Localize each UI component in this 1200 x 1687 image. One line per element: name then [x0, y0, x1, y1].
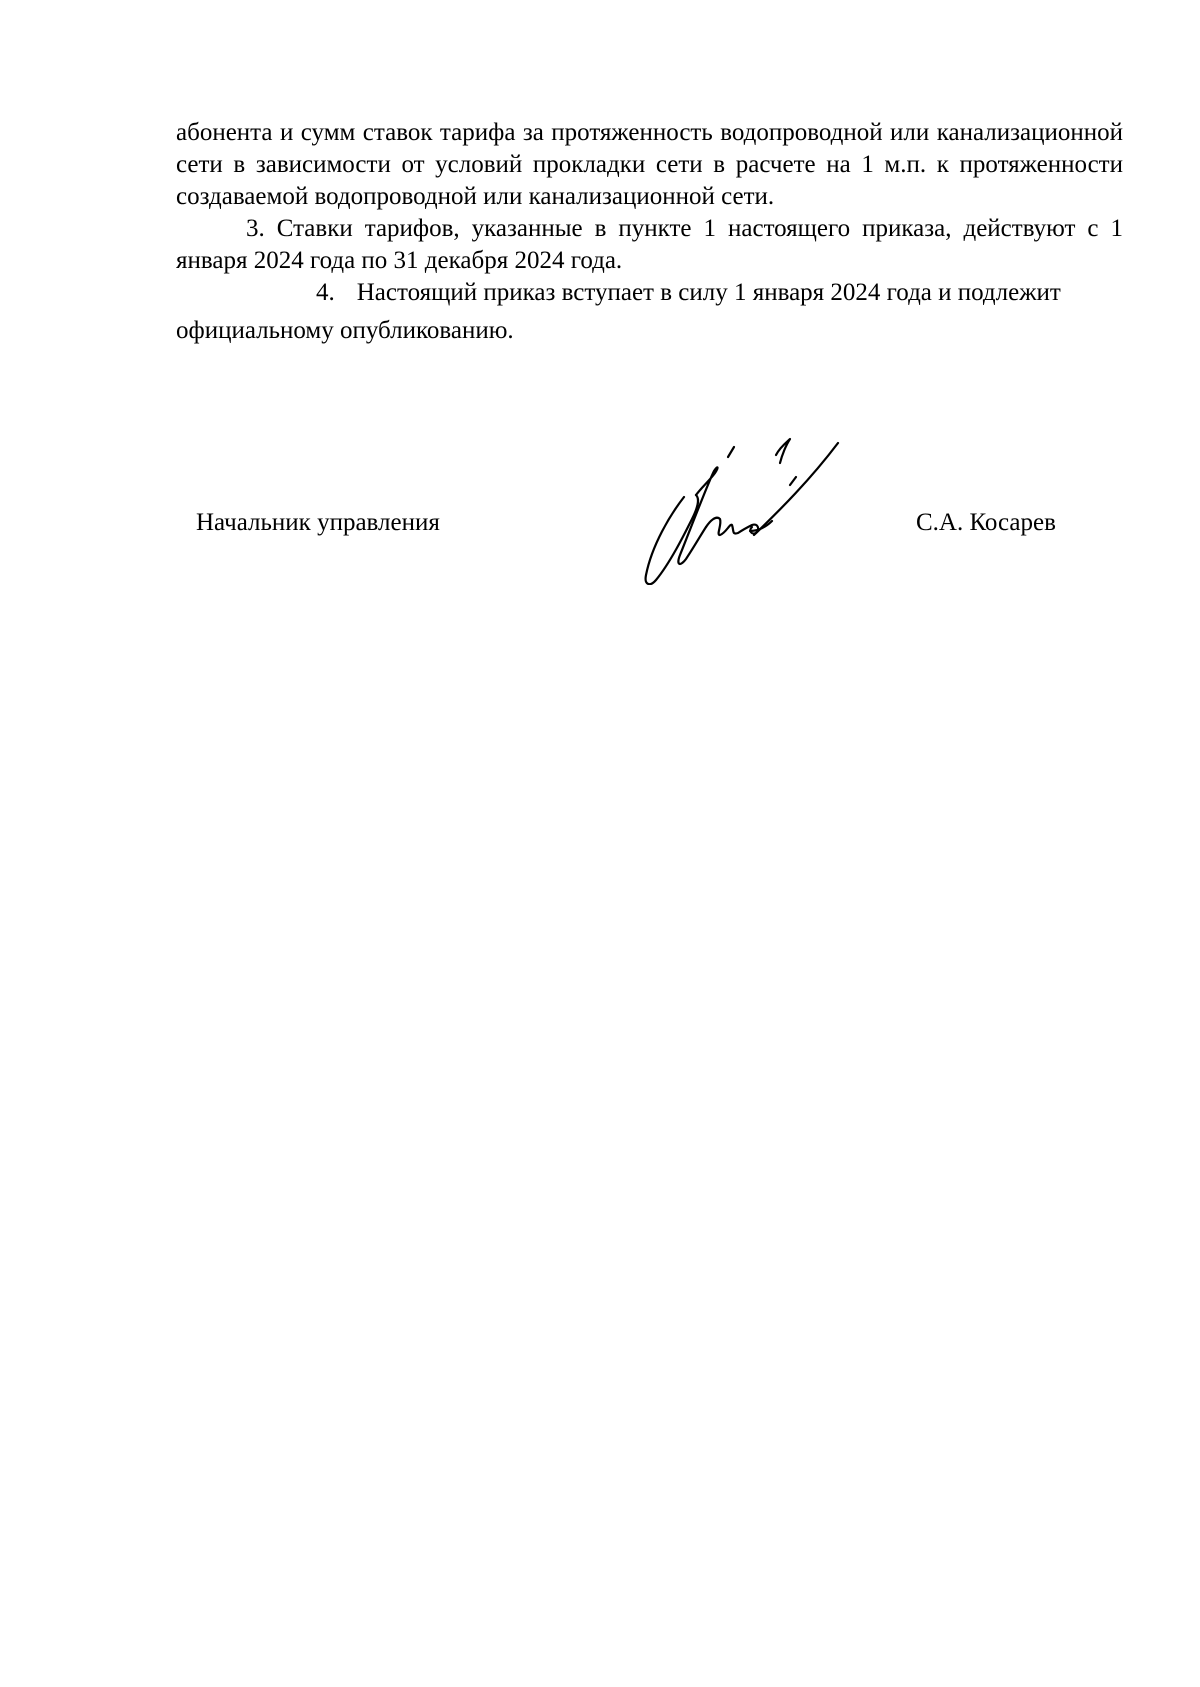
clause-4-number: 4.	[316, 279, 335, 306]
signatory-role: Начальник управления	[196, 509, 440, 536]
clause-4-text: Настоящий приказ вступает в силу 1 января 2024 года и подлежит	[356, 279, 1061, 306]
signature-block	[0, 0, 1200, 600]
clause-4-continuation: официальному опубликованию.	[176, 317, 514, 344]
handwritten-signature	[640, 435, 875, 585]
paragraph-continuation: абонента и сумм ставок тарифа за протяженность водопроводной или канализационной сети в зависимости от условий прокладки сети в расчете на 1 м.п. к протяженности создаваемой водопроводной или канализационной сети.	[176, 119, 1123, 210]
paragraph-clause-3: 3. Ставки тарифов, указанные в пункте 1 настоящего приказа, действуют с 1 января 2024 года по 31 декабря 2024 года.	[176, 215, 1123, 274]
signatory-name: С.А. Косарев	[916, 509, 1056, 536]
